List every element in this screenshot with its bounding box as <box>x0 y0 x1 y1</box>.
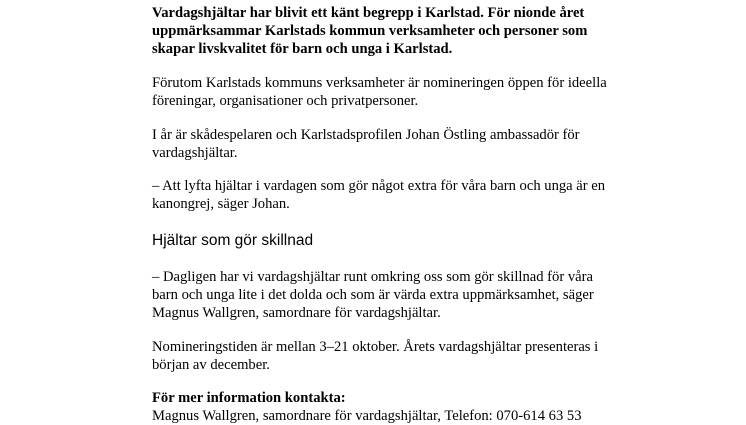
paragraph-nomination-open: Förutom Karlstads kommuns verksamheter är nomineringen öppen för ideella föreningar, organisationer och privatpersoner. <box>152 75 607 110</box>
paragraph-nomination-period: Nomineringstiden är mellan 3–21 oktober. Årets vardagshjältar presenteras i början av december. <box>152 339 599 374</box>
contact-line: Magnus Wallgren, samordnare för vardagshjältar, Telefon: 070-614 63 53 <box>152 408 582 424</box>
contact-heading: För mer information kontakta: <box>152 390 346 406</box>
paragraph-quote-magnus: – Dagligen har vi vardagshjältar runt omkring oss som gör skillnad för våra barn och unga lite i det dolda och som är värda extra uppmärksamhet, säger Magnus Wallgren, samordnare för vardagshjältar. <box>152 269 594 322</box>
lead-paragraph: Vardagshjältar har blivit ett känt begrepp i Karlstad. För nionde året uppmärksammar Karlstads kommun verksamheter och personer som skapar livskvalitet för barn och unga i Karlstad. <box>152 5 588 58</box>
paragraph-ambassador: I år är skådespelaren och Karlstadsprofilen Johan Östling ambassadör för vardagshjältar. <box>152 127 580 162</box>
paragraph-quote-johan: – Att lyfta hjältar i vardagen som gör något extra för våra barn och unga är en kanongrej, säger Johan. <box>152 178 606 213</box>
section-heading: Hjältar som gör skillnad <box>152 232 314 249</box>
